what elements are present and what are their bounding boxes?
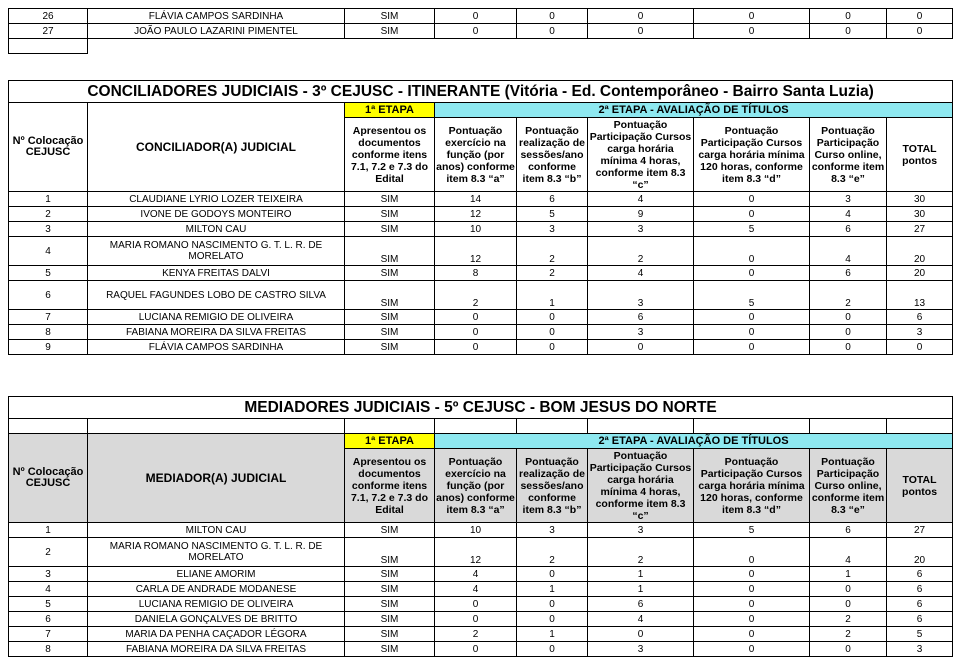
table-cell: 0 xyxy=(694,567,810,582)
table-cell: 6 xyxy=(887,567,953,582)
column-header: Pontuação Participação Curso online, conforme item 8.3 “e” xyxy=(810,449,887,523)
table-cell: 0 xyxy=(887,340,953,355)
table-cell: 0 xyxy=(810,24,887,39)
table-cell: 0 xyxy=(588,340,694,355)
table-row xyxy=(9,642,953,657)
table-cell: 0 xyxy=(435,325,517,340)
table-cell: 4 xyxy=(435,567,517,582)
table-cell: SIM xyxy=(345,627,435,642)
table-cell: SIM xyxy=(345,340,435,355)
table-cell: 0 xyxy=(435,9,517,24)
table-cell: 20 xyxy=(887,538,953,567)
table-row xyxy=(9,325,953,340)
etapa2-label: 2ª ETAPA - AVALIAÇÃO DE TÍTULOS xyxy=(435,103,953,118)
table-cell: LUCIANA REMIGIO DE OLIVEIRA xyxy=(88,597,345,612)
table-cell: 1 xyxy=(9,523,88,538)
table-cell: 10 xyxy=(435,222,517,237)
table-cell: 6 xyxy=(517,192,588,207)
table-cell: 5 xyxy=(694,523,810,538)
mediadores-table xyxy=(8,396,953,657)
table-cell: 1 xyxy=(810,567,887,582)
column-header: Pontuação Participação Curso online, conforme item 8.3 “e” xyxy=(810,118,887,192)
table-cell: SIM xyxy=(345,222,435,237)
table-cell: SIM xyxy=(345,523,435,538)
table-cell: MARIA ROMANO NASCIMENTO G. T. L. R. DE MORELATO xyxy=(88,237,345,266)
table-cell: FLÁVIA CAMPOS SARDINHA xyxy=(88,340,345,355)
column-header: Nº Colocação CEJUSC xyxy=(9,434,88,523)
table-cell: 4 xyxy=(810,207,887,222)
table-cell: 3 xyxy=(588,222,694,237)
table-cell: 8 xyxy=(9,325,88,340)
column-header: Pontuação exercício na função (por anos) conforme item 8.3 “a” xyxy=(435,449,517,523)
table-cell: 0 xyxy=(435,340,517,355)
table-cell: FABIANA MOREIRA DA SILVA FREITAS xyxy=(88,325,345,340)
table-cell: 10 xyxy=(435,523,517,538)
table-cell: 12 xyxy=(435,538,517,567)
etapa1-label: 1ª ETAPA xyxy=(345,434,435,449)
table-cell: 2 xyxy=(517,538,588,567)
table-cell: SIM xyxy=(345,281,435,310)
empty-cell xyxy=(9,39,88,54)
table-cell: 3 xyxy=(517,523,588,538)
etapa2-label: 2ª ETAPA - AVALIAÇÃO DE TÍTULOS xyxy=(435,434,953,449)
table-row xyxy=(9,24,953,39)
table-cell: 4 xyxy=(588,612,694,627)
table-cell: 4 xyxy=(588,192,694,207)
table-cell: MARIA DA PENHA CAÇADOR LÉGORA xyxy=(88,627,345,642)
table-row xyxy=(9,340,953,355)
table-cell: FABIANA MOREIRA DA SILVA FREITAS xyxy=(88,642,345,657)
table-row xyxy=(9,582,953,597)
table-cell: 0 xyxy=(517,567,588,582)
previous-results-table xyxy=(8,8,953,54)
table-cell: 12 xyxy=(435,207,517,222)
table-cell: 1 xyxy=(588,567,694,582)
table-cell: 2 xyxy=(810,627,887,642)
table-cell: 6 xyxy=(9,281,88,310)
table-row xyxy=(9,538,953,567)
table-row xyxy=(9,627,953,642)
table-cell: 6 xyxy=(588,310,694,325)
table-cell: FLÁVIA CAMPOS SARDINHA xyxy=(88,9,345,24)
table-cell: 3 xyxy=(887,325,953,340)
table-cell: 0 xyxy=(887,9,953,24)
table-cell: 0 xyxy=(694,9,810,24)
table-cell: 13 xyxy=(887,281,953,310)
table-cell: 0 xyxy=(435,24,517,39)
column-header: Pontuação realização de sessões/ano conforme item 8.3 “b” xyxy=(517,449,588,523)
table-cell: 1 xyxy=(517,627,588,642)
table-cell: 30 xyxy=(887,207,953,222)
table-row xyxy=(9,612,953,627)
table-cell: 6 xyxy=(887,612,953,627)
table-cell: 0 xyxy=(810,310,887,325)
table-cell: 3 xyxy=(588,642,694,657)
column-header: Apresentou os documentos conforme itens 7.1, 7.2 e 7.3 do Edital xyxy=(345,449,435,523)
table-cell: 3 xyxy=(588,523,694,538)
table-cell: 0 xyxy=(435,310,517,325)
table-cell: 26 xyxy=(9,9,88,24)
column-header: CONCILIADOR(A) JUDICIAL xyxy=(88,103,345,192)
table-cell: 0 xyxy=(517,310,588,325)
table-cell: 0 xyxy=(810,9,887,24)
table-cell: 0 xyxy=(694,612,810,627)
table-cell: 0 xyxy=(810,340,887,355)
table-cell: 4 xyxy=(810,237,887,266)
table-cell: SIM xyxy=(345,325,435,340)
table-cell: 4 xyxy=(588,266,694,281)
column-header: Pontuação Participação Cursos carga horária mínima 4 horas, conforme item 8.3 “c” xyxy=(588,118,694,192)
table-cell: 3 xyxy=(9,567,88,582)
table-cell: 0 xyxy=(810,642,887,657)
table-cell: SIM xyxy=(345,582,435,597)
table-cell: 0 xyxy=(694,310,810,325)
table-cell: 6 xyxy=(810,523,887,538)
table-cell: SIM xyxy=(345,207,435,222)
table-cell: JOÃO PAULO LAZARINI PIMENTEL xyxy=(88,24,345,39)
table-cell: IVONE DE GODOYS MONTEIRO xyxy=(88,207,345,222)
table-cell: 20 xyxy=(887,237,953,266)
table-cell: 30 xyxy=(887,192,953,207)
table-cell: 1 xyxy=(517,582,588,597)
table-cell: SIM xyxy=(345,612,435,627)
column-header: TOTAL pontos xyxy=(887,118,953,192)
table-cell: 7 xyxy=(9,627,88,642)
table-cell: SIM xyxy=(345,192,435,207)
table-cell: 6 xyxy=(887,597,953,612)
table-cell: SIM xyxy=(345,24,435,39)
table-cell: 0 xyxy=(694,24,810,39)
table-cell: 0 xyxy=(517,612,588,627)
table-cell: 6 xyxy=(887,582,953,597)
table-cell: 5 xyxy=(9,266,88,281)
table-cell: 20 xyxy=(887,266,953,281)
table-cell: 0 xyxy=(435,642,517,657)
table-cell: 0 xyxy=(810,325,887,340)
table-row xyxy=(9,597,953,612)
etapa1-label: 1ª ETAPA xyxy=(345,103,435,118)
column-header: Nº Colocação CEJUSC xyxy=(9,103,88,192)
table-cell: 0 xyxy=(517,24,588,39)
table-cell: DANIELA GONÇALVES DE BRITTO xyxy=(88,612,345,627)
table-cell: KENYA FREITAS DALVI xyxy=(88,266,345,281)
table-cell: 0 xyxy=(517,340,588,355)
table-cell: 0 xyxy=(694,538,810,567)
table-cell: 2 xyxy=(9,538,88,567)
etapa-row xyxy=(9,434,953,449)
table-cell: 0 xyxy=(435,597,517,612)
table-cell: 0 xyxy=(810,597,887,612)
table-cell: 1 xyxy=(588,582,694,597)
table-cell: 4 xyxy=(435,582,517,597)
table-cell: 0 xyxy=(517,325,588,340)
table-cell: 6 xyxy=(9,612,88,627)
table-cell: SIM xyxy=(345,266,435,281)
table-cell: 0 xyxy=(694,192,810,207)
table-cell: 3 xyxy=(588,325,694,340)
table-cell: LUCIANA REMIGIO DE OLIVEIRA xyxy=(88,310,345,325)
table-cell: 7 xyxy=(9,310,88,325)
table-cell: 5 xyxy=(9,597,88,612)
table-row xyxy=(9,266,953,281)
table-cell: 2 xyxy=(517,237,588,266)
table-cell: 2 xyxy=(810,612,887,627)
table-cell: 14 xyxy=(435,192,517,207)
table-cell: 1 xyxy=(517,281,588,310)
table-cell: 8 xyxy=(435,266,517,281)
table-cell: 2 xyxy=(810,281,887,310)
table-cell: 3 xyxy=(517,222,588,237)
table-cell: 2 xyxy=(9,207,88,222)
table-cell: 0 xyxy=(694,597,810,612)
table-cell: 0 xyxy=(887,24,953,39)
table-cell: 2 xyxy=(435,627,517,642)
table-cell: 6 xyxy=(810,266,887,281)
table-cell: 3 xyxy=(9,222,88,237)
table-cell: 0 xyxy=(517,597,588,612)
column-header: Apresentou os documentos conforme itens 7.1, 7.2 e 7.3 do Edital xyxy=(345,118,435,192)
table-cell: 27 xyxy=(9,24,88,39)
table-cell: 2 xyxy=(435,281,517,310)
column-header: Pontuação exercício na função (por anos) conforme item 8.3 “a” xyxy=(435,118,517,192)
table-cell: 0 xyxy=(694,582,810,597)
table-cell: RAQUEL FAGUNDES LOBO DE CASTRO SILVA xyxy=(88,281,345,310)
table-cell: SIM xyxy=(345,9,435,24)
table-cell: 3 xyxy=(810,192,887,207)
table-cell: SIM xyxy=(345,310,435,325)
table-cell: MILTON CAU xyxy=(88,222,345,237)
table-cell: 3 xyxy=(887,642,953,657)
table-cell: 0 xyxy=(694,627,810,642)
table-row xyxy=(9,207,953,222)
table-cell: 2 xyxy=(517,266,588,281)
table-cell: 0 xyxy=(517,9,588,24)
table-cell: 1 xyxy=(9,192,88,207)
table-cell: 9 xyxy=(588,207,694,222)
column-header: Pontuação Participação Cursos carga horária mínima 4 horas, conforme item 8.3 “c” xyxy=(588,449,694,523)
table-cell: SIM xyxy=(345,642,435,657)
table-cell: 12 xyxy=(435,237,517,266)
table-cell: 5 xyxy=(694,222,810,237)
table-cell: MARIA ROMANO NASCIMENTO G. T. L. R. DE MORELATO xyxy=(88,538,345,567)
table-cell: 5 xyxy=(887,627,953,642)
table-cell: 0 xyxy=(694,266,810,281)
table-cell: 2 xyxy=(588,538,694,567)
table-cell: SIM xyxy=(345,567,435,582)
table-cell: 0 xyxy=(694,340,810,355)
table-cell: 27 xyxy=(887,523,953,538)
column-header: TOTAL pontos xyxy=(887,449,953,523)
table-title: MEDIADORES JUDICIAIS - 5º CEJUSC - BOM JESUS DO NORTE xyxy=(9,397,953,419)
table-cell: 0 xyxy=(810,582,887,597)
column-header: Pontuação Participação Cursos carga horária mínima 120 horas, conforme item 8.3 “d” xyxy=(694,118,810,192)
table-cell: SIM xyxy=(345,597,435,612)
table-row xyxy=(9,9,953,24)
table-cell: 5 xyxy=(694,281,810,310)
table-cell: 0 xyxy=(694,237,810,266)
table-cell: 0 xyxy=(588,627,694,642)
table-cell: 0 xyxy=(694,207,810,222)
column-header: Pontuação realização de sessões/ano conforme item 8.3 “b” xyxy=(517,118,588,192)
column-header: MEDIADOR(A) JUDICIAL xyxy=(88,434,345,523)
table-cell: 0 xyxy=(694,642,810,657)
table-cell: 0 xyxy=(517,642,588,657)
table-title: CONCILIADORES JUDICIAIS - 3º CEJUSC - ITINERANTE (Vitória - Ed. Contemporâneo - Bairro Santa Luzia) xyxy=(9,81,953,103)
table-cell: ELIANE AMORIM xyxy=(88,567,345,582)
table-row xyxy=(9,310,953,325)
table-row xyxy=(9,222,953,237)
etapa-row xyxy=(9,103,953,118)
table-cell: 3 xyxy=(588,281,694,310)
conciliadores-table xyxy=(8,80,953,355)
table-row xyxy=(9,523,953,538)
table-cell: 4 xyxy=(9,582,88,597)
table-cell: 6 xyxy=(887,310,953,325)
table-cell: SIM xyxy=(345,237,435,266)
table-cell: 0 xyxy=(588,9,694,24)
table-cell: CLAUDIANE LYRIO LOZER TEIXEIRA xyxy=(88,192,345,207)
table-cell: 0 xyxy=(588,24,694,39)
table-row xyxy=(9,192,953,207)
table-cell: 6 xyxy=(810,222,887,237)
table-cell: CARLA DE ANDRADE MODANESE xyxy=(88,582,345,597)
table-cell: 2 xyxy=(588,237,694,266)
table-cell: MILTON CAU xyxy=(88,523,345,538)
table-row xyxy=(9,567,953,582)
table-cell: 4 xyxy=(9,237,88,266)
table-cell: 4 xyxy=(810,538,887,567)
table-cell: SIM xyxy=(345,538,435,567)
table-row xyxy=(9,281,953,310)
table-cell: 5 xyxy=(517,207,588,222)
table-cell: 8 xyxy=(9,642,88,657)
table-cell: 6 xyxy=(588,597,694,612)
table-cell: 27 xyxy=(887,222,953,237)
table-row xyxy=(9,237,953,266)
table-cell: 0 xyxy=(435,612,517,627)
table-cell: 0 xyxy=(694,325,810,340)
table-cell: 9 xyxy=(9,340,88,355)
column-header: Pontuação Participação Cursos carga horária mínima 120 horas, conforme item 8.3 “d” xyxy=(694,449,810,523)
